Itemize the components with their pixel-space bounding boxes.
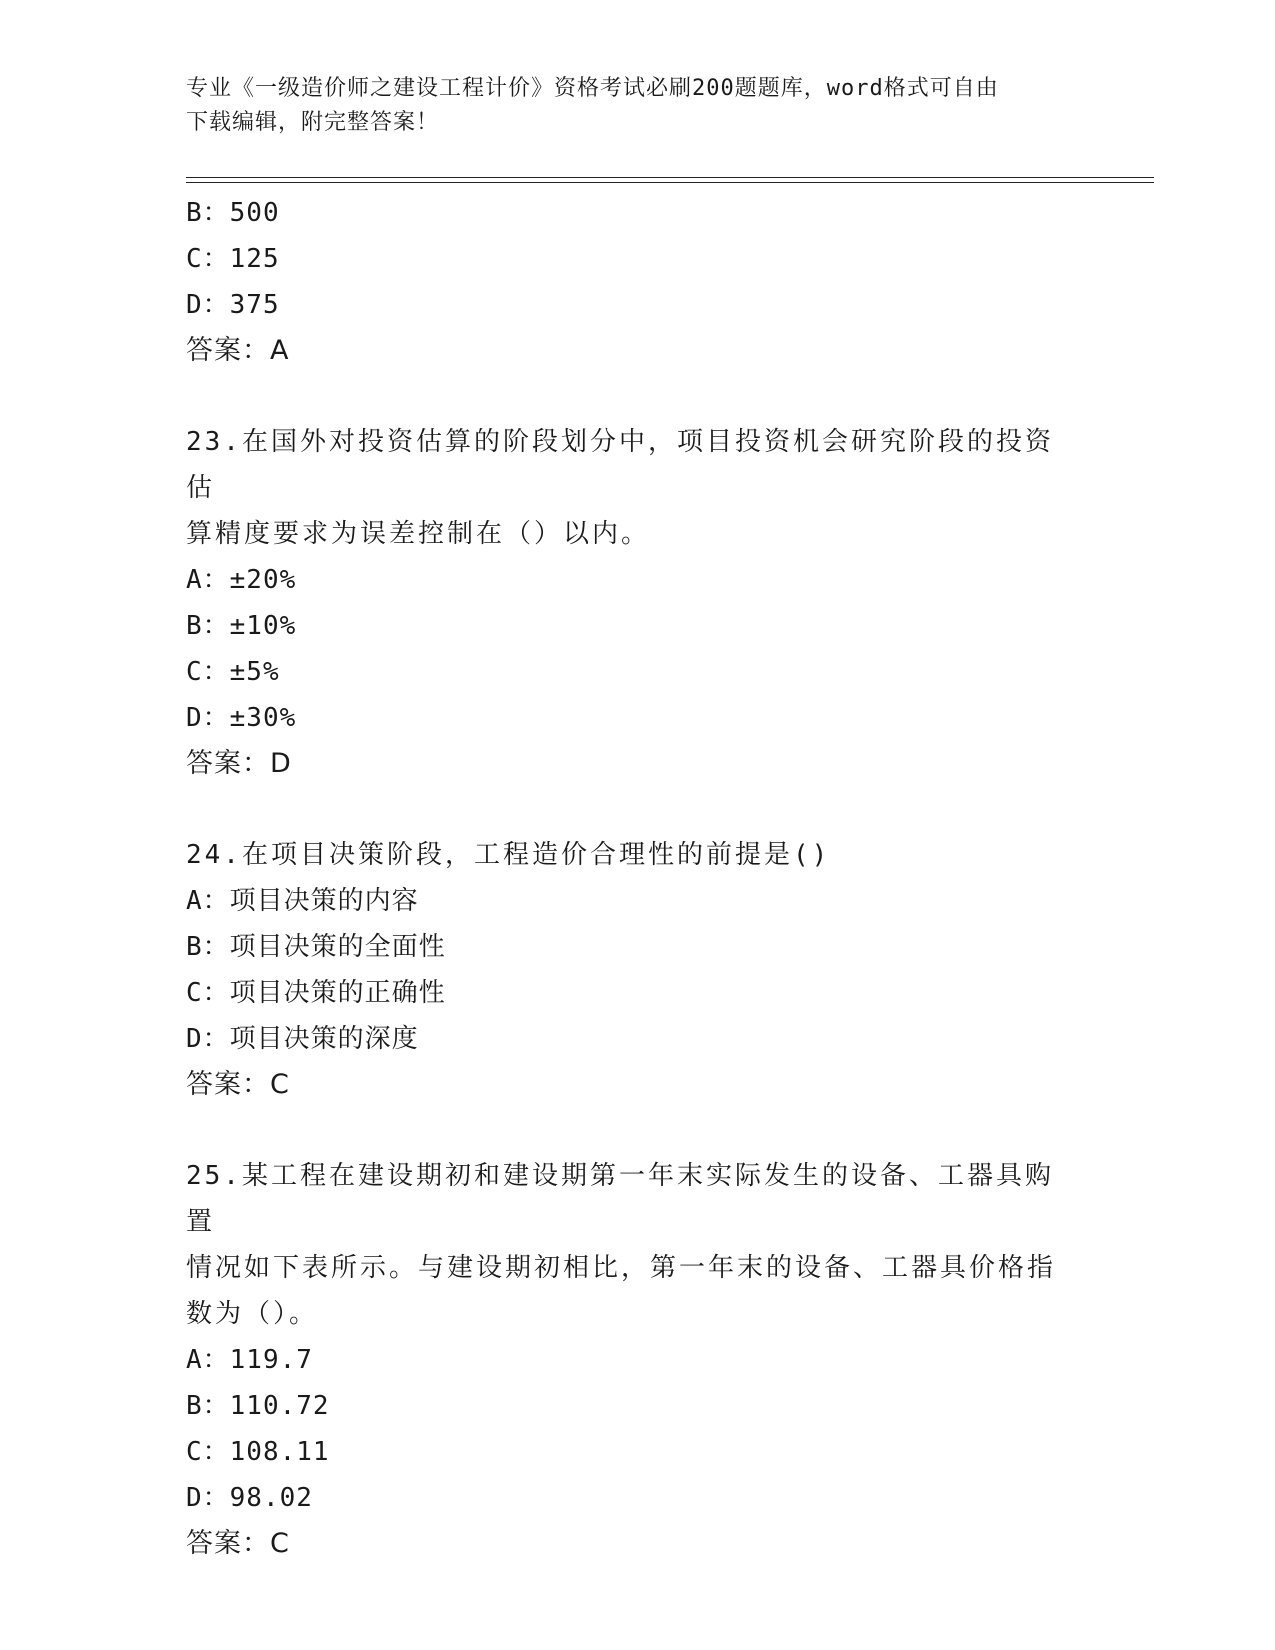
question-spacer [186, 787, 1086, 832]
option-d: D：375 [186, 290, 280, 320]
option-c: C：项目决策的正确性 [186, 978, 446, 1008]
option-a: A：119.7 [186, 1345, 313, 1375]
document-header [186, 72, 1066, 140]
question-text-line: 情况如下表所示。与建设期初相比，第一年末的设备、工器具价格指 [186, 1253, 1057, 1283]
question-text-line: 算精度要求为误差控制在（）以内。 [186, 519, 651, 549]
option-c: C：±5% [186, 657, 280, 687]
answer-line: 答案：D [186, 748, 292, 779]
question-text-line: 25.某工程在建设期初和建设期第一年末实际发生的设备、工器具购置 [186, 1161, 1054, 1237]
question-23 [186, 419, 1086, 787]
question-22 [186, 190, 1086, 374]
option-d: D：项目决策的深度 [186, 1024, 419, 1054]
question-24 [186, 832, 1086, 1108]
question-text-line: 24.在项目决策阶段，工程造价合理性的前提是() [186, 840, 831, 870]
question-text-line: 23.在国外对投资估算的阶段划分中，项目投资机会研究阶段的投资估 [186, 427, 1054, 503]
header-divider-bottom [186, 182, 1154, 183]
header-line-2: 下载编辑，附完整答案！ [186, 110, 440, 135]
question-25 [186, 1153, 1086, 1567]
option-c: C：125 [186, 244, 280, 274]
option-a: A：项目决策的内容 [186, 886, 419, 916]
option-d: D：±30% [186, 703, 297, 733]
option-b: B：项目决策的全面性 [186, 932, 446, 962]
answer-line: 答案：A [186, 335, 290, 366]
answer-line: 答案：C [186, 1528, 290, 1559]
header-divider-top [186, 177, 1154, 178]
question-spacer [186, 1108, 1086, 1153]
option-d: D：98.02 [186, 1483, 313, 1513]
option-c: C：108.11 [186, 1437, 330, 1467]
question-text-line: 数为（）。 [186, 1299, 319, 1329]
question-list [186, 190, 1086, 1567]
question-spacer [186, 374, 1086, 419]
header-line-1: 专业《一级造价师之建设工程计价》资格考试必刷200题题库，word格式可自由 [186, 76, 999, 101]
option-b: B：±10% [186, 611, 297, 641]
option-b: B：110.72 [186, 1391, 330, 1421]
answer-line: 答案：C [186, 1069, 290, 1100]
option-a: A：±20% [186, 565, 297, 595]
option-b: B：500 [186, 198, 280, 228]
